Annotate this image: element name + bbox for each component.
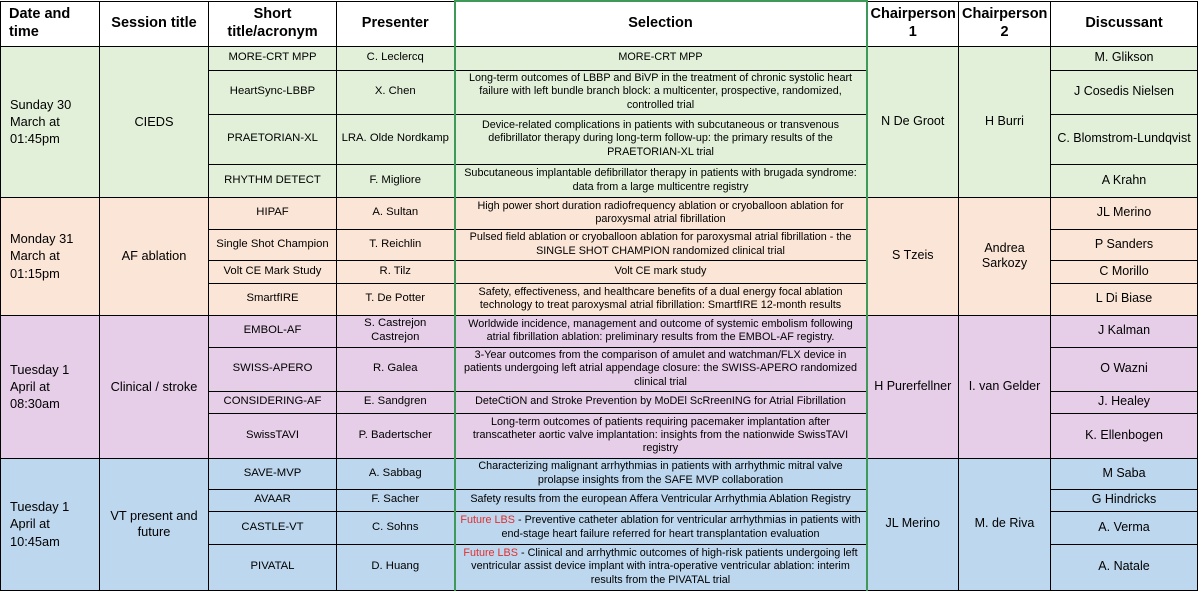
selection-text: Pulsed field ablation or cryoballoon ablation for paroxysmal atrial fibrillation - the SINGLE SHOT CHAMPION randomized clinical trial xyxy=(455,229,867,260)
chairperson-2: I. van Gelder xyxy=(959,315,1051,458)
discussant: L Di Biase xyxy=(1051,283,1198,315)
selection-text: Subcutaneous implantable defibrillator therapy in patients with brugada syndrome: data from a large multicentre registry xyxy=(455,164,867,197)
chairperson-1: N De Groot xyxy=(867,46,959,197)
discussant: C Morillo xyxy=(1051,260,1198,283)
presenter: E. Sandgren xyxy=(337,391,455,413)
selection-text: 3-Year outcomes from the comparison of amulet and watchman/FLX device in patients undergoing left atrial appendage closure: the SWISS-APERO randomized clinical trial xyxy=(455,347,867,391)
table-row xyxy=(1,197,1198,229)
selection-text: High power short duration radiofrequency ablation or cryoballoon ablation for paroxysmal atrial fibrillation xyxy=(455,197,867,229)
discussant: M. Glikson xyxy=(1051,46,1198,70)
presenter: A. Sultan xyxy=(337,197,455,229)
short-title: HIPAF xyxy=(209,197,337,229)
short-title: SwissTAVI xyxy=(209,413,337,458)
discussant: M Saba xyxy=(1051,458,1198,489)
presenter: A. Sabbag xyxy=(337,458,455,489)
short-title: HeartSync-LBBP xyxy=(209,70,337,114)
selection-text: Safety results from the european Affera Ventricular Arrhythmia Ablation Registry xyxy=(455,489,867,511)
selection-text: Device-related complications in patients with subcutaneous or transvenous defibrillator therapy during long-term follow-up: the primary results of the PRAETORIAN-XL trial xyxy=(455,114,867,164)
presenter: LRA. Olde Nordkamp xyxy=(337,114,455,164)
session-date: Tuesday 1 April at 08:30am xyxy=(1,315,100,458)
presenter: C. Leclercq xyxy=(337,46,455,70)
session-title: Clinical / stroke xyxy=(100,315,209,458)
short-title: AVAAR xyxy=(209,489,337,511)
chairperson-2: M. de Riva xyxy=(959,458,1051,590)
header-date: Date and time xyxy=(1,1,100,46)
session-title: VT present and future xyxy=(100,458,209,590)
short-title: MORE-CRT MPP xyxy=(209,46,337,70)
header-chairperson-2: Chairperson 2 xyxy=(959,1,1051,46)
discussant: C. Blomstrom-Lundqvist xyxy=(1051,114,1198,164)
table-row xyxy=(1,315,1198,347)
future-lbs-label: Future LBS xyxy=(463,547,518,560)
discussant: J. Healey xyxy=(1051,391,1198,413)
session-date: Sunday 30 March at 01:45pm xyxy=(1,46,100,197)
selection-text: Volt CE mark study xyxy=(455,260,867,283)
short-title: Single Shot Champion xyxy=(209,229,337,260)
chairperson-1: S Tzeis xyxy=(867,197,959,315)
chairperson-2: H Burri xyxy=(959,46,1051,197)
selection-text: DeteCtiON and Stroke Prevention by MoDEl ScRreenING for Atrial Fibrillation xyxy=(455,391,867,413)
discussant: O Wazni xyxy=(1051,347,1198,391)
header-short-title: Short title/acronym xyxy=(209,1,337,46)
session-date: Tuesday 1 April at 10:45am xyxy=(1,458,100,590)
selection-title: Clinical and arrhythmic outcomes of high-risk patients undergoing left ventricular assist device implant with intra-operative ventricular ablation: interim results from the PIVATAL trial xyxy=(471,547,858,586)
discussant: J Kalman xyxy=(1051,315,1198,347)
chairperson-1: JL Merino xyxy=(867,458,959,590)
short-title: CASTLE-VT xyxy=(209,511,337,544)
short-title: EMBOL-AF xyxy=(209,315,337,347)
presenter: T. Reichlin xyxy=(337,229,455,260)
table-row xyxy=(1,46,1198,70)
short-title: PRAETORIAN-XL xyxy=(209,114,337,164)
selection-title: Preventive catheter ablation for ventricular arrhythmias in patients with end-stage heart failure referred for heart transplantation evaluation xyxy=(501,514,861,540)
session-title: AF ablation xyxy=(100,197,209,315)
selection-text: Future LBS - Clinical and arrhythmic outcomes of high-risk patients undergoing left ventricular assist device implant with intra-operative ventricular ablation: interim results from the PIVATAL trial xyxy=(455,544,867,590)
selection-text: Safety, effectiveness, and healthcare benefits of a dual energy focal ablation technology to treat paroxysmal atrial fibrillation: SmartfIRE 12-month results xyxy=(455,283,867,315)
presenter: R. Galea xyxy=(337,347,455,391)
session-title: CIEDS xyxy=(100,46,209,197)
presenter: X. Chen xyxy=(337,70,455,114)
presenter: P. Badertscher xyxy=(337,413,455,458)
selection-text: MORE-CRT MPP xyxy=(455,46,867,70)
discussant: A. Verma xyxy=(1051,511,1198,544)
discussant: G Hindricks xyxy=(1051,489,1198,511)
selection-text: Worldwide incidence, management and outcome of systemic embolism following atrial fibrillation ablation: preliminary results from the EMBOL-AF registry. xyxy=(455,315,867,347)
presenter: F. Migliore xyxy=(337,164,455,197)
future-lbs-label: Future LBS xyxy=(460,514,515,527)
selection-text: Long-term outcomes of LBBP and BiVP in the treatment of chronic systolic heart failure with left bundle branch block: a multicenter, prospective, randomized, controlled trial xyxy=(455,70,867,114)
presenter: T. De Potter xyxy=(337,283,455,315)
selection-text: Future LBS - Preventive catheter ablation for ventricular arrhythmias in patients with end-stage heart failure referred for heart transplantation evaluation xyxy=(455,511,867,544)
chairperson-1: H Purerfellner xyxy=(867,315,959,458)
short-title: RHYTHM DETECT xyxy=(209,164,337,197)
chairperson-2: Andrea Sarkozy xyxy=(959,197,1051,315)
short-title: Volt CE Mark Study xyxy=(209,260,337,283)
header-presenter: Presenter xyxy=(337,1,455,46)
presenter: F. Sacher xyxy=(337,489,455,511)
short-title: SmartfIRE xyxy=(209,283,337,315)
selection-text: Long-term outcomes of patients requiring pacemaker implantation after transcatheter aortic valve implantation: insights from the nationwide SwissTAVI registry xyxy=(455,413,867,458)
table-row xyxy=(1,458,1198,489)
discussant: P Sanders xyxy=(1051,229,1198,260)
discussant: K. Ellenbogen xyxy=(1051,413,1198,458)
presenter: S. Castrejon Castrejon xyxy=(337,315,455,347)
header-discussant: Discussant xyxy=(1051,1,1198,46)
header-session-title: Session title xyxy=(100,1,209,46)
short-title: SWISS-APERO xyxy=(209,347,337,391)
header-selection: Selection xyxy=(455,1,867,46)
presenter: R. Tilz xyxy=(337,260,455,283)
short-title: SAVE-MVP xyxy=(209,458,337,489)
session-date: Monday 31 March at 01:15pm xyxy=(1,197,100,315)
presenter: D. Huang xyxy=(337,544,455,590)
discussant: A. Natale xyxy=(1051,544,1198,590)
header-row xyxy=(1,1,1198,46)
presenter: C. Sohns xyxy=(337,511,455,544)
short-title: PIVATAL xyxy=(209,544,337,590)
discussant: JL Merino xyxy=(1051,197,1198,229)
header-chairperson-1: Chairperson 1 xyxy=(867,1,959,46)
short-title: CONSIDERING-AF xyxy=(209,391,337,413)
selection-text: Characterizing malignant arrhythmias in patients with arrhythmic mitral valve prolapse insights from the SAFE MVP collaboration xyxy=(455,458,867,489)
discussant: J Cosedis Nielsen xyxy=(1051,70,1198,114)
discussant: A Krahn xyxy=(1051,164,1198,197)
